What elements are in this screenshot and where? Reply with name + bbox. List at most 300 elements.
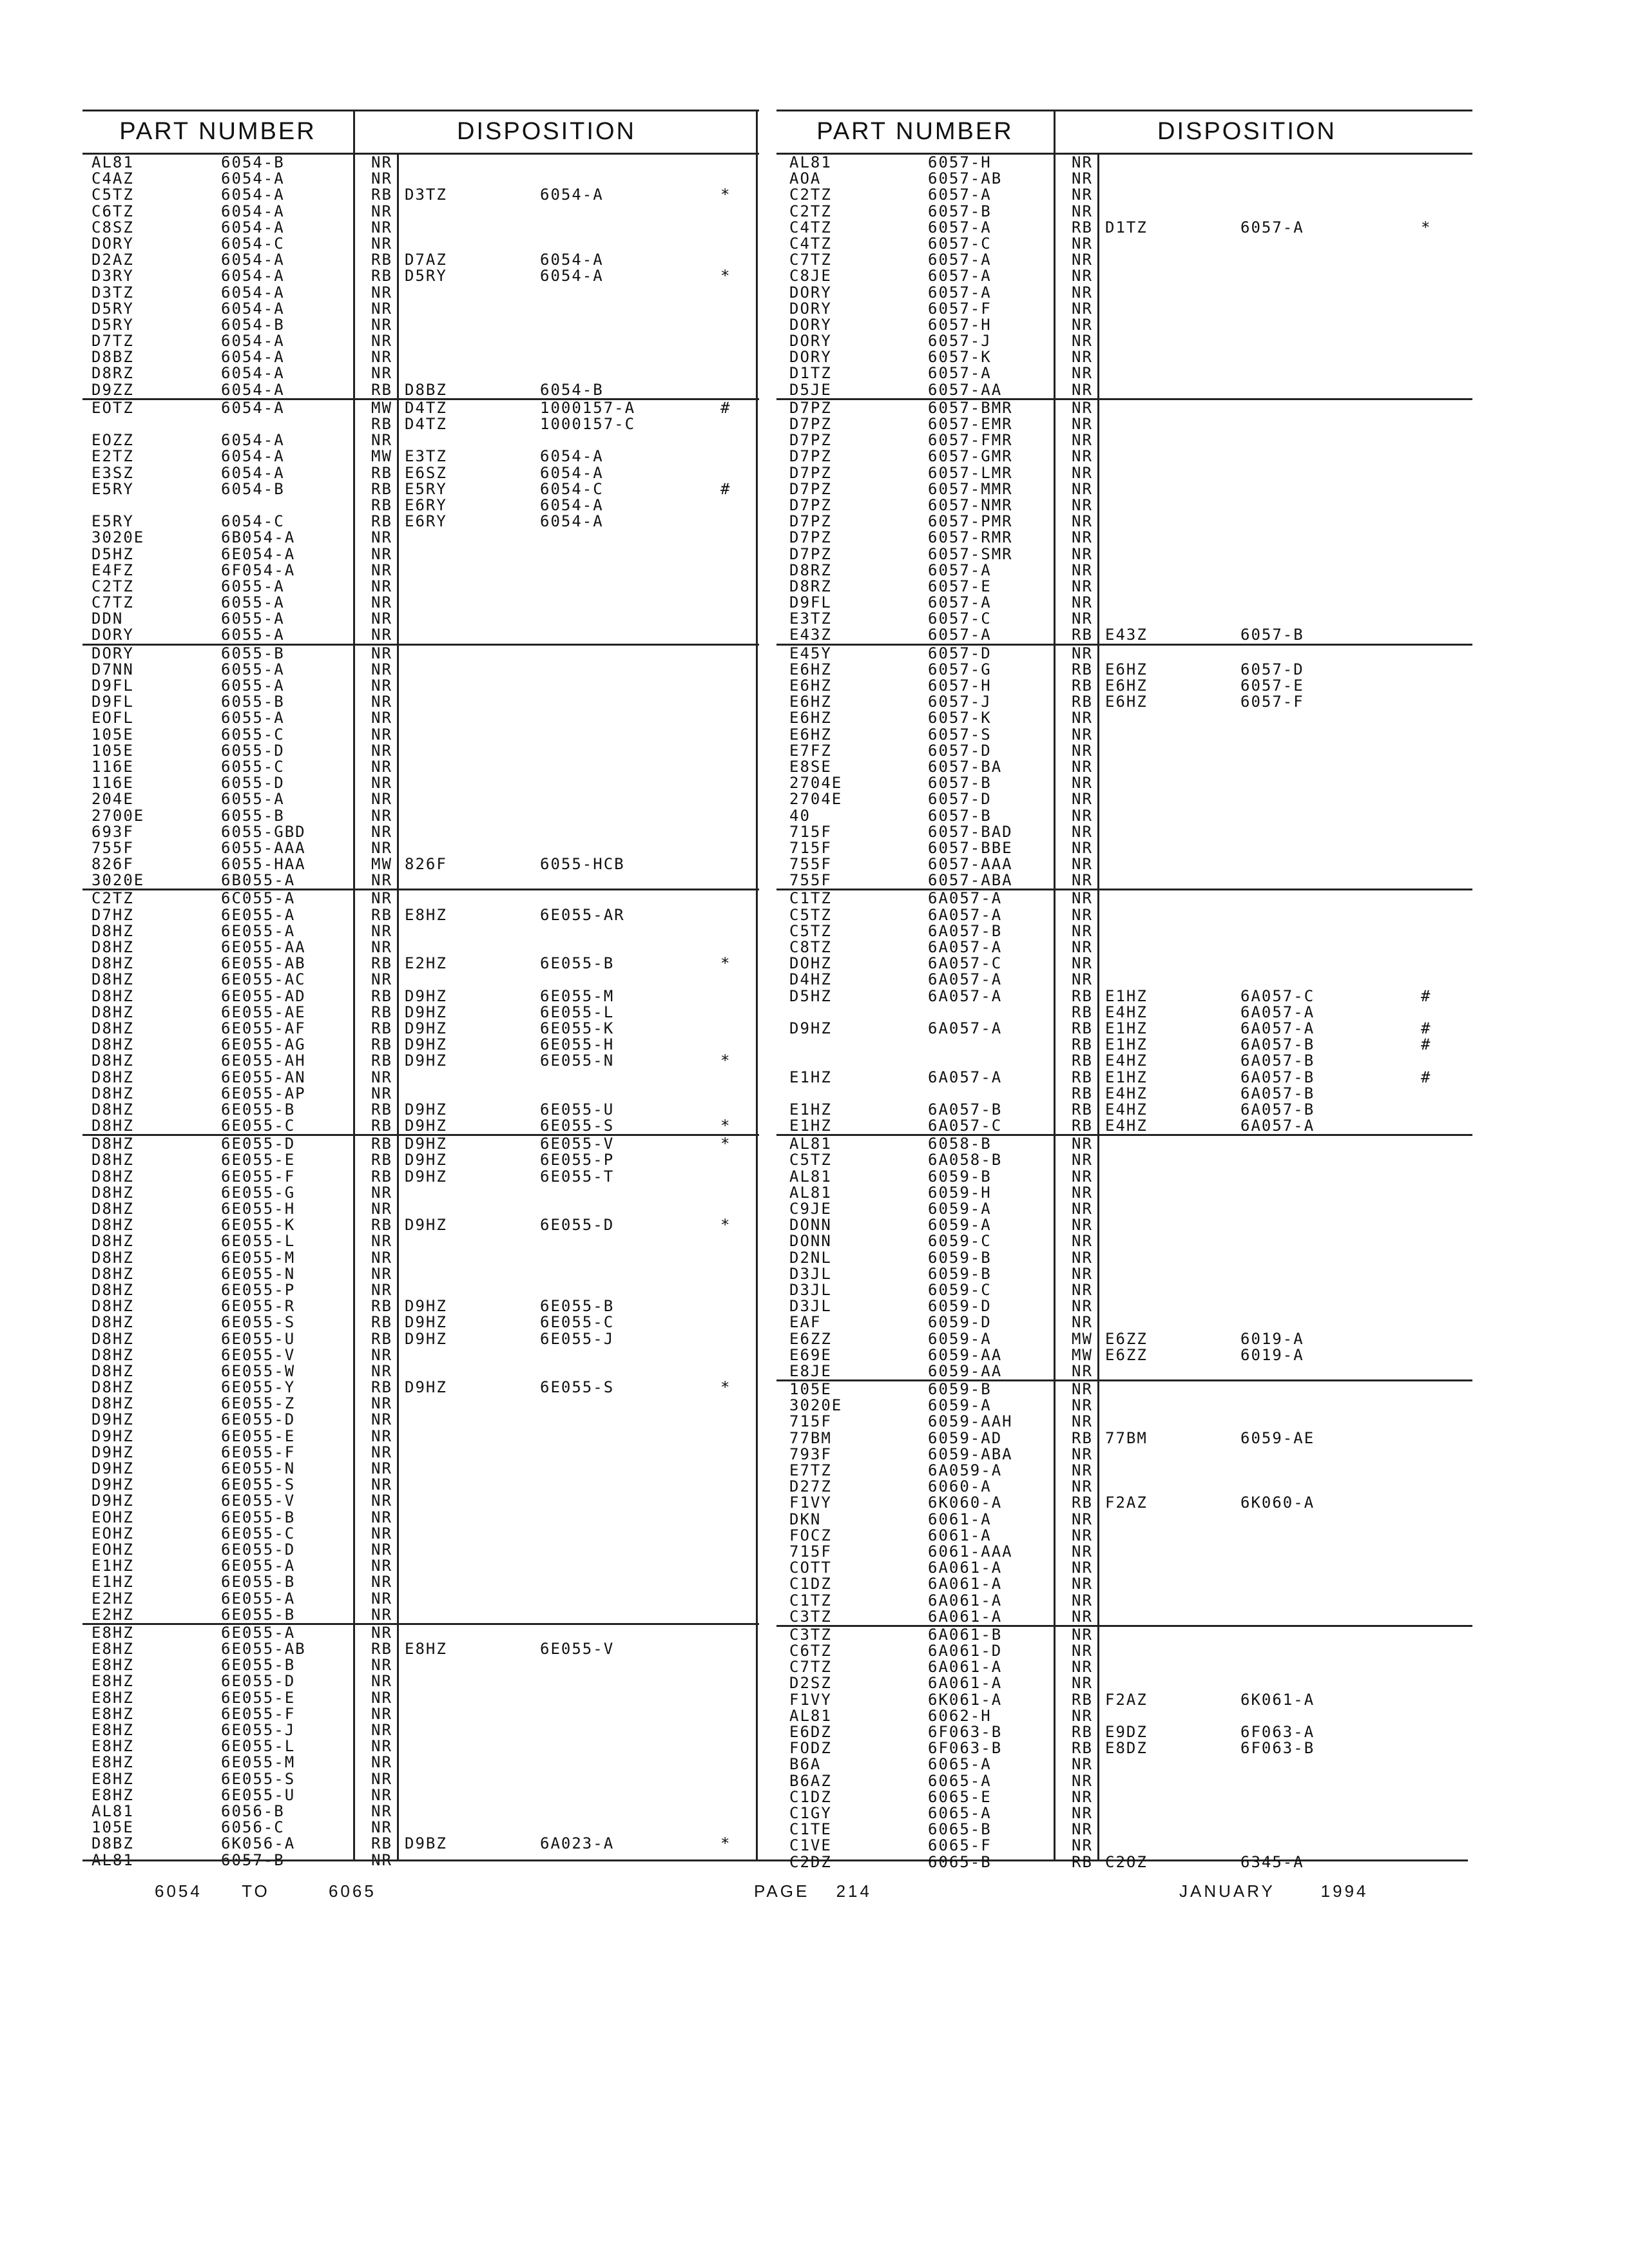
replacement-model: E4HZ [1105, 1117, 1148, 1135]
table-row [82, 1477, 759, 1493]
replacement-part: 6054-A [540, 186, 604, 204]
part-number: 6E054-A [221, 544, 296, 563]
part-model: D8HZ [92, 1345, 134, 1364]
table-row [776, 678, 1472, 694]
table-row [82, 1201, 759, 1217]
table-row [82, 1558, 759, 1574]
replacement-model: D3TZ [405, 186, 447, 204]
disposition-code: NR [371, 693, 392, 711]
disposition-code: MW [1072, 1345, 1093, 1364]
table-row [82, 627, 759, 643]
part-number: 6054-C [221, 512, 285, 531]
disposition-code: NR [1072, 1135, 1093, 1153]
part-model: 77BM [789, 1428, 832, 1447]
disposition-code: NR [371, 1688, 392, 1707]
table-row [776, 1805, 1472, 1821]
disposition-code: NR [1072, 1412, 1093, 1431]
table-row [82, 808, 759, 824]
part-number: 6054-A [221, 380, 285, 399]
disposition-code: RB [1072, 1068, 1093, 1086]
disposition-code: NR [1072, 153, 1093, 171]
disposition-code: NR [371, 725, 392, 744]
table-row [776, 791, 1472, 807]
date-year: 1994 [1320, 1881, 1369, 1901]
replacement-model: F2AZ [1105, 1690, 1148, 1709]
table-row [776, 1118, 1472, 1134]
part-model: E6DZ [789, 1723, 832, 1741]
part-model: D8HZ [92, 1019, 134, 1037]
part-number: 6E055-U [221, 1329, 296, 1348]
disposition-code: NR [371, 299, 392, 318]
disposition-code: NR [1072, 364, 1093, 383]
table-row [82, 872, 759, 889]
disposition-code: NR [1072, 838, 1093, 857]
part-number: 6K060-A [928, 1494, 1003, 1512]
table-row [82, 301, 759, 317]
table-row [82, 1152, 759, 1168]
part-number: 6059-B [928, 1264, 992, 1283]
part-number: 6E055-B [221, 1573, 296, 1591]
part-model: 3020E [92, 871, 145, 890]
replacement-model: D9HZ [405, 1216, 447, 1235]
part-model: 755F [789, 871, 832, 890]
table-row [776, 840, 1472, 856]
disposition-code: NR [1072, 415, 1093, 433]
table-row [776, 988, 1472, 1004]
disposition-code: NR [1072, 1461, 1093, 1479]
table-row [82, 907, 759, 923]
table-row [776, 644, 1472, 662]
replacement-part: 6E055-V [540, 1135, 615, 1153]
table-row [776, 398, 1472, 416]
part-model: D9FL [789, 593, 832, 612]
disposition-code: NR [1072, 1642, 1093, 1660]
replacement-part: 6E055-S [540, 1117, 615, 1135]
part-number: 6A057-A [928, 905, 1003, 924]
replacement-model: D9HZ [405, 1378, 447, 1397]
part-model: D9HZ [92, 1459, 134, 1477]
part-number: 6B055-A [221, 871, 296, 890]
replacement-part: 6A057-B [1240, 1052, 1315, 1070]
part-number: 6B054-A [221, 528, 296, 547]
part-model: C4AZ [92, 169, 134, 188]
replacement-part: 6057-E [1240, 677, 1304, 695]
part-number: 6057-J [928, 693, 992, 711]
disposition-code: NR [1072, 921, 1093, 940]
part-model: C8JE [789, 267, 832, 285]
disposition-code: NR [371, 1850, 392, 1869]
part-model: D3TZ [92, 283, 134, 302]
table-row [82, 1493, 759, 1509]
table-row [82, 530, 759, 546]
replacement-part: 6057-A [1240, 218, 1304, 236]
part-number: 6E055-J [221, 1721, 296, 1739]
replacement-model: D7AZ [405, 251, 447, 269]
disposition-code: RB [371, 463, 392, 482]
part-model: C2DZ [789, 1852, 832, 1871]
table-row [776, 694, 1472, 710]
part-model: EOHZ [92, 1524, 134, 1542]
part-number: 6057-PMR [928, 512, 1013, 531]
part-model: D8HZ [92, 1151, 134, 1169]
replacement-part: 6E055-P [540, 1151, 615, 1169]
part-model: C2TZ [92, 577, 134, 595]
part-number: 6059-B [928, 1248, 992, 1267]
table-row [82, 1004, 759, 1021]
note-mark: # [1421, 986, 1432, 1005]
part-model: EAF [789, 1313, 822, 1332]
part-model: C7TZ [789, 251, 832, 269]
table-row [82, 1185, 759, 1201]
disposition-code: NR [1072, 757, 1093, 776]
part-model: D8HZ [92, 954, 134, 973]
part-number: 6054-A [221, 364, 285, 383]
part-number: 6057-C [928, 234, 992, 253]
replacement-part: 6E055-L [540, 1003, 615, 1021]
part-model: C5TZ [789, 905, 832, 924]
table-row [776, 1692, 1472, 1708]
part-model: F1VY [789, 1494, 832, 1512]
table-row [776, 155, 1472, 171]
part-number: 6057-A [928, 283, 992, 302]
replacement-model: D5RY [405, 267, 447, 285]
part-model: E8HZ [92, 1721, 134, 1739]
table-row [776, 349, 1472, 365]
part-number: 6059-D [928, 1297, 992, 1316]
disposition-code: NR [1072, 822, 1093, 841]
part-model: D8BZ [92, 348, 134, 367]
disposition-code: RB [371, 512, 392, 531]
replacement-part: 6A057-B [1240, 1068, 1315, 1086]
table-row [82, 365, 759, 381]
disposition-code: NR [371, 1721, 392, 1739]
part-model: D8HZ [92, 1183, 134, 1202]
disposition-code: NR [371, 1492, 392, 1510]
table-row [776, 1414, 1472, 1430]
part-number: 6054-B [221, 153, 285, 171]
disposition-code: NR [371, 938, 392, 956]
part-number: 6054-A [221, 348, 285, 367]
part-number: 6A057-A [928, 889, 1003, 908]
table-row [776, 1070, 1472, 1086]
column-rule [1054, 155, 1055, 1860]
table-row [82, 1623, 759, 1641]
disposition-code: NR [371, 626, 392, 644]
replacement-part: 6019-A [1240, 1329, 1304, 1348]
disposition-code: NR [371, 1753, 392, 1772]
disposition-code: NR [1072, 1755, 1093, 1774]
part-number: 6E055-AB [221, 1640, 306, 1658]
disposition-code: NR [371, 1656, 392, 1675]
replacement-model: D9HZ [405, 1019, 447, 1037]
part-number: 6E055-U [221, 1785, 296, 1804]
disposition-code: RB [1072, 986, 1093, 1005]
disposition-code: NR [1072, 593, 1093, 612]
part-model: D8RZ [92, 364, 134, 383]
part-number: 6059-C [928, 1280, 992, 1299]
part-number: 6055-AAA [221, 838, 306, 857]
part-number: 6057-A [928, 267, 992, 285]
part-number: 6055-A [221, 677, 285, 695]
replacement-part: 6054-C [540, 479, 604, 498]
table-row [776, 1363, 1472, 1379]
part-model: E45Y [789, 644, 832, 662]
replacement-model: E1HZ [1105, 1035, 1148, 1054]
part-model: D8HZ [92, 1216, 134, 1235]
disposition-heading: DISPOSITION [457, 118, 636, 145]
part-model: D5HZ [789, 986, 832, 1005]
disposition-code: NR [1072, 1396, 1093, 1415]
disposition-code: NR [371, 1818, 392, 1837]
table-row [776, 824, 1472, 840]
part-model: DKN [789, 1510, 822, 1528]
right-table-panel [776, 110, 1472, 1870]
disposition-code: NR [371, 577, 392, 595]
part-number: 6E055-M [221, 1248, 296, 1267]
part-model: AL81 [789, 153, 832, 171]
table-row [82, 1233, 759, 1249]
part-number: 6A059-A [928, 1461, 1003, 1479]
table-row [82, 1526, 759, 1542]
part-number: 6E055-E [221, 1427, 296, 1445]
table-row [82, 840, 759, 856]
part-model: C2TZ [789, 186, 832, 204]
part-number: 6054-A [221, 283, 285, 302]
disposition-code: RB [371, 1135, 392, 1153]
table-row [82, 1673, 759, 1689]
part-number: 6054-A [221, 202, 285, 220]
part-number: 6056-C [221, 1818, 285, 1837]
note-mark: * [720, 1216, 731, 1235]
disposition-code: NR [371, 1248, 392, 1267]
table-row [776, 1201, 1472, 1217]
part-number: 6065-A [928, 1771, 992, 1790]
replacement-part: 6A057-B [1240, 1084, 1315, 1102]
part-model: DORY [92, 234, 134, 253]
part-number: 6055-C [221, 757, 285, 776]
footer-range [155, 1881, 376, 1901]
disposition-code: RB [371, 415, 392, 433]
table-row [82, 791, 759, 807]
disposition-code: NR [1072, 1607, 1093, 1626]
part-model: D8HZ [92, 1035, 134, 1054]
range-to-word: TO [242, 1881, 270, 1901]
part-number: 6054-A [221, 431, 285, 450]
part-model: E69E [789, 1345, 832, 1364]
part-number: 6E055-F [221, 1704, 296, 1723]
table-row [776, 1102, 1472, 1118]
part-number: 6C055-A [221, 889, 296, 908]
replacement-model: E5RY [405, 479, 447, 498]
part-number: 6054-A [221, 267, 285, 285]
table-row [82, 1771, 759, 1787]
part-model: D9HZ [789, 1019, 832, 1037]
disposition-code: NR [1072, 1232, 1093, 1251]
disposition-code: RB [371, 1100, 392, 1119]
disposition-code: RB [371, 1313, 392, 1332]
column-rule [397, 155, 399, 1860]
part-model: B6AZ [789, 1771, 832, 1790]
table-row [82, 1542, 759, 1558]
part-model: C5TZ [789, 921, 832, 940]
disposition-code: NR [371, 1459, 392, 1477]
part-model: DORY [92, 644, 134, 662]
disposition-code: NR [1072, 431, 1093, 450]
part-number: 6057-FMR [928, 431, 1013, 450]
part-model: D8BZ [92, 1834, 134, 1853]
table-row [776, 1609, 1472, 1625]
disposition-code: NR [371, 677, 392, 695]
note-mark: # [720, 398, 731, 417]
disposition-code: RB [1072, 677, 1093, 695]
part-model: D7PZ [789, 544, 832, 563]
table-row [82, 1314, 759, 1331]
replacement-part: 6054-B [540, 380, 604, 399]
part-number: 6057-EMR [928, 415, 1013, 433]
part-model: D9FL [92, 693, 134, 711]
part-number: 6057-B [928, 774, 992, 793]
disposition-code: NR [1072, 855, 1093, 874]
disposition-code: NR [371, 1605, 392, 1624]
part-model: D4HZ [789, 970, 832, 989]
part-number: 6057-AAA [928, 855, 1013, 874]
disposition-code: NR [1072, 1674, 1093, 1693]
table-row [82, 1690, 759, 1706]
table-row [82, 1250, 759, 1266]
disposition-code: NR [1072, 1820, 1093, 1839]
disposition-code: NR [1072, 954, 1093, 973]
part-number: 6A061-A [928, 1559, 1003, 1577]
disposition-code: NR [1072, 169, 1093, 188]
table-row [82, 1787, 759, 1803]
disposition-code: NR [1072, 251, 1093, 269]
table-row [82, 465, 759, 481]
disposition-code: NR [1072, 1625, 1093, 1644]
table-row [82, 956, 759, 972]
part-model: C8SZ [92, 218, 134, 236]
part-model: E43Z [789, 626, 832, 644]
disposition-code: RB [371, 1167, 392, 1186]
replacement-model: E4HZ [1105, 1084, 1148, 1102]
disposition-code: NR [371, 1557, 392, 1575]
part-number: 6E055-W [221, 1361, 296, 1380]
header-separator [1054, 111, 1055, 153]
note-mark: * [720, 267, 731, 285]
replacement-part: 6054-A [540, 512, 604, 531]
table-row [776, 1134, 1472, 1152]
page-label: PAGE [754, 1881, 810, 1901]
part-number: 6059-A [928, 1396, 992, 1415]
part-model: D1TZ [789, 364, 832, 383]
column-rule [353, 155, 355, 1860]
part-model: D3JL [789, 1297, 832, 1316]
part-number: 6059-H [928, 1183, 992, 1202]
disposition-code: RB [1072, 1117, 1093, 1135]
table-row [82, 1021, 759, 1037]
part-number: 6054-A [221, 169, 285, 188]
table-row [82, 349, 759, 365]
part-number: 6A057-A [928, 986, 1003, 1005]
page-number: 214 [836, 1881, 872, 1901]
part-number: 6E055-B [221, 1100, 296, 1119]
table-row [776, 481, 1472, 497]
part-model: DORY [789, 299, 832, 318]
replacement-model: E4HZ [1105, 1100, 1148, 1119]
part-number: 6057-B [221, 1850, 285, 1869]
table-row [776, 333, 1472, 349]
part-model: D7PZ [789, 512, 832, 531]
table-row [776, 662, 1472, 678]
replacement-model: 77BM [1105, 1428, 1148, 1447]
table-row [776, 285, 1472, 301]
table-row [776, 1185, 1472, 1201]
table-row [82, 220, 759, 236]
disposition-code: NR [1072, 1313, 1093, 1332]
table-row [776, 1838, 1472, 1854]
part-model: D2NL [789, 1248, 832, 1267]
replacement-part: 6E055-T [540, 1167, 615, 1186]
disposition-code: NR [371, 889, 392, 908]
disposition-code: NR [371, 593, 392, 612]
part-number: 6A061-A [928, 1607, 1003, 1626]
disposition-code: RB [371, 1834, 392, 1853]
part-model: D8HZ [92, 1313, 134, 1332]
disposition-code: NR [371, 1737, 392, 1756]
replacement-part: 6059-AE [1240, 1428, 1315, 1447]
part-number: 6065-F [928, 1836, 992, 1855]
part-number: 6054-A [221, 463, 285, 482]
part-model: 3020E [789, 1396, 843, 1415]
disposition-code: NR [371, 431, 392, 450]
replacement-part: 6A057-B [1240, 1100, 1315, 1119]
part-number: 6065-B [928, 1852, 992, 1871]
replacement-model: D9HZ [405, 1052, 447, 1070]
part-model: E1HZ [789, 1117, 832, 1135]
replacement-model: F2AZ [1105, 1494, 1148, 1512]
disposition-code: NR [1072, 202, 1093, 220]
disposition-code: NR [371, 741, 392, 760]
disposition-code: NR [371, 790, 392, 809]
disposition-code: NR [1072, 398, 1093, 417]
part-number: 6K056-A [221, 1834, 296, 1853]
table-row [776, 1528, 1472, 1544]
part-model: E8HZ [92, 1737, 134, 1756]
part-model: 693F [92, 822, 134, 841]
disposition-code: NR [1072, 332, 1093, 351]
table-row [82, 1722, 759, 1738]
table-row [82, 416, 759, 432]
table-row [776, 627, 1472, 643]
disposition-code: NR [371, 1589, 392, 1608]
part-model: DOHZ [789, 954, 832, 973]
table-row [776, 465, 1472, 481]
part-number: 6057-H [928, 153, 992, 171]
part-number: 6A057-A [928, 938, 1003, 956]
replacement-part: 6E055-J [540, 1329, 615, 1348]
disposition-code: NR [1072, 1183, 1093, 1202]
part-model: E5RY [92, 479, 134, 498]
replacement-model: E1HZ [1105, 986, 1148, 1005]
part-number: 6059-A [928, 1216, 992, 1235]
disposition-code: RB [371, 267, 392, 285]
part-model: E7TZ [789, 1461, 832, 1479]
table-row [82, 1331, 759, 1347]
part-model: D8HZ [92, 1200, 134, 1218]
part-number: 6059-B [928, 1167, 992, 1186]
left-table-body [82, 155, 759, 1869]
part-number: 6E055-V [221, 1492, 296, 1510]
disposition-code: NR [1072, 1200, 1093, 1218]
